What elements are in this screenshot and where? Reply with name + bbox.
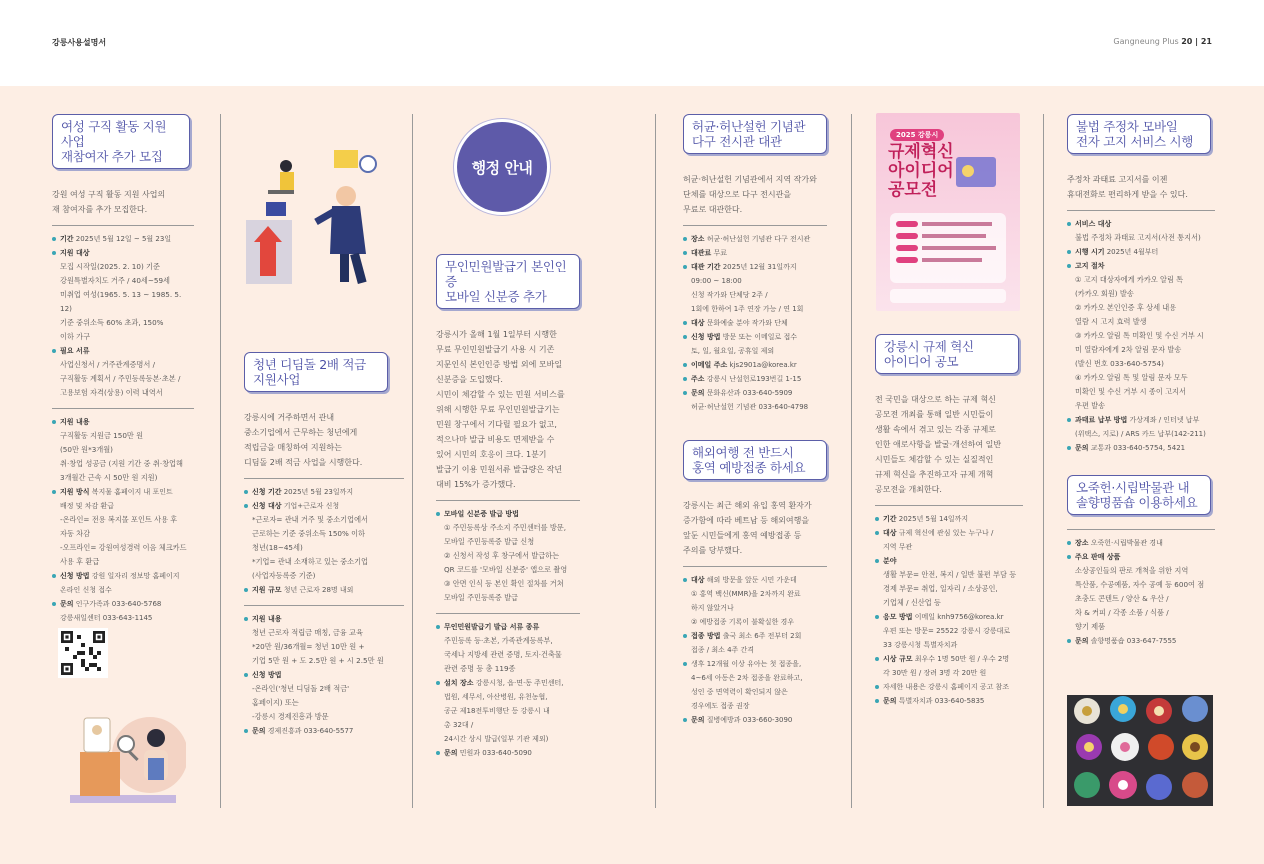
item-label: 설치 장소 xyxy=(444,679,474,687)
list-item xyxy=(52,485,194,513)
article-intro: 전 국민을 대상으로 하는 규제 혁신 공모전 개최를 통해 일반 시민들이 생활 속에서 겪고 있는 각종 규제로 인한 애로사항을 발굴·개선하여 일반 시민들도 체감할 수 있는 실질적인 규제 혁신을 추진하고자 규제 개혁 공모전을 개최한다. xyxy=(875,395,1002,494)
list-item xyxy=(436,746,580,760)
divider xyxy=(655,114,656,808)
divider xyxy=(244,605,404,606)
section-title: 강릉사용설명서 xyxy=(52,38,107,47)
list-item xyxy=(436,507,580,521)
item-text: 허균·허난설헌 기념관 다구 전시관 xyxy=(704,235,811,243)
item-label: 지원 대상 xyxy=(60,249,90,257)
article-intro: 강릉시가 올해 1월 1일부터 시행한 무료 무인민원발급기 사용 시 기존 지문인식 본인인증 방법 외에 모바일 신분증을 도입했다. 시민이 체감할 수 있는 민원 서비스를 위해 시행한 무료 무인민원발급기는 민원 창구에서 기다릴 필요가 없고, 적으나마 발급 비용도 면제받을 수 있어 시민의 호응이 크다. 1분기 발급기 이용 민원서류 발급량은 작년 대비 15%가 증가했다. xyxy=(436,330,565,489)
list-item xyxy=(875,652,1023,680)
qr-code[interactable] xyxy=(58,628,108,678)
item-text: -온라인('청년 디딤돌 2배 적금' 홈페이지) 또는 -강릉시 경제진흥과 방문 xyxy=(252,684,350,721)
item-text: 규제 혁신에 관심 있는 누구나 / 지역 무관 xyxy=(883,529,994,551)
divider xyxy=(220,114,221,808)
list-item xyxy=(683,232,827,246)
item-text: 주민등록 등·초본, 가족관계등록부, 국세나 지방세 관련 증명, 토지·건축물 관련 증명 등 총 119종 xyxy=(444,636,562,673)
item-label: 과태료 납부 방법 xyxy=(1075,416,1128,424)
item-text: kjs2901a@korea.kr xyxy=(727,361,797,369)
list-item xyxy=(875,526,1023,554)
item-label: 문의 xyxy=(883,697,897,705)
article-title: 청년 디딤돌 2배 적금 지원사업 xyxy=(244,352,388,392)
item-text: 강원 일자리 정보망 홈페이지 온라인 신청 접수 xyxy=(60,572,180,594)
article-women-job xyxy=(52,114,194,625)
list-item xyxy=(1067,536,1215,550)
item-label: 신청 기간 xyxy=(252,488,282,496)
list-item xyxy=(52,569,194,597)
item-text: 이메일 knh9756@korea.kr 우편 또는 방문= 25522 강릉시 강릉대로 33 강릉시청 특별자치과 xyxy=(883,613,1011,649)
list-item xyxy=(683,573,827,629)
divider xyxy=(412,114,413,808)
list-item xyxy=(683,372,827,386)
list-item xyxy=(1067,564,1215,634)
divider xyxy=(244,478,404,479)
list-item xyxy=(52,260,194,344)
list-item xyxy=(683,260,827,316)
item-text: 2025년 5월 12일 ~ 5월 23일 xyxy=(73,235,172,243)
article-heogyun-hall xyxy=(683,114,827,727)
list-item xyxy=(875,610,1023,652)
item-text: 문화유산과 033-640-5909 허균·허난설헌 기념관 033-640-4798 xyxy=(691,389,809,411)
list-item xyxy=(244,668,404,682)
item-text: 불법 주정차 과태료 고지서(사전 통지서) xyxy=(1075,233,1201,242)
poster-title: 규제혁신 아이디어 공모전 xyxy=(888,142,954,200)
item-label: 대상 xyxy=(691,576,705,584)
article-youth-savings xyxy=(244,352,404,738)
item-text: 질병예방과 033-660-3090 xyxy=(704,716,793,724)
divider xyxy=(436,500,580,501)
poster-tag: 2025 강릉시 xyxy=(890,129,944,141)
list-item xyxy=(52,597,194,625)
list-item xyxy=(52,358,194,400)
list-item xyxy=(875,568,1023,610)
list-item xyxy=(683,358,827,372)
list-item xyxy=(52,344,194,358)
item-text: ① 고지 대상자에게 카카오 알림 톡 (카카오 회원) 발송 ② 카카오 본인인증 후 상세 내용 열람 시 고지 효력 발생 ③ 카카오 알림 톡 미확인 및 수신 거부 시 미 열람자에게 2차 알림 문자 발송 (발신 번호 033-640-5754) ④ 카카오 알림 톡 및 알림 문자 모두 미확인 및 수신 거부 시 종이 고지서 우편 발송 xyxy=(1075,275,1204,410)
list-item xyxy=(52,415,194,429)
item-text: 오죽헌·시립박물관 경내 xyxy=(1088,539,1163,547)
list-item xyxy=(52,513,194,569)
item-label: 문의 xyxy=(691,389,705,397)
contest-poster xyxy=(876,113,1020,311)
divider xyxy=(683,225,827,226)
item-label: 문의 xyxy=(1075,444,1089,452)
article-title: 여성 구직 활동 지원 사업 재참여자 추가 모집 xyxy=(52,114,190,169)
item-label: 기간 xyxy=(883,515,897,523)
item-label: 지원 규모 xyxy=(252,586,282,594)
article-title: 허균·허난설헌 기념관 다구 전시관 대관 xyxy=(683,114,827,154)
item-label: 지원 내용 xyxy=(252,615,282,623)
item-text: 2025년 4월부터 xyxy=(1104,248,1159,256)
item-label: 분야 xyxy=(883,557,897,565)
list-item xyxy=(244,724,404,738)
page-number: Gangneung Plus 20 | 21 xyxy=(1113,37,1212,46)
item-text: 2025년 5월 14일까지 xyxy=(896,515,969,523)
item-text: 2025년 5월 23일까지 xyxy=(281,488,354,496)
item-text: 방문 또는 이메일로 접수 토, 일, 월요일, 공휴일 제외 xyxy=(691,333,798,355)
item-label: 신청 대상 xyxy=(252,502,282,510)
item-label: 모바일 신분증 발급 방법 xyxy=(444,510,519,518)
list-item xyxy=(683,386,827,414)
list-item xyxy=(244,513,404,583)
item-label: 접종 방법 xyxy=(691,632,721,640)
divider xyxy=(436,613,580,614)
item-text: 솔향명품숍 033-647-7555 xyxy=(1088,637,1177,645)
article-intro: 허균·허난설헌 기념관에서 지역 작가와 단체를 대상으로 다구 전시관을 무료로 대관한다. xyxy=(683,175,817,214)
item-text: 해외 방문을 앞둔 시민 가운데 ① 홍역 백신(MMR)을 2차까지 완료 하지 않았거나 ② 예방접종 기록이 불확실한 경우 xyxy=(691,576,801,626)
item-label: 문의 xyxy=(252,727,266,735)
item-text: 자세한 내용은 강릉시 홈페이지 공고 참조 xyxy=(883,683,1010,691)
list-item xyxy=(875,680,1023,694)
item-label: 문의 xyxy=(691,716,705,724)
item-text: 민원과 033-640-5090 xyxy=(457,749,532,757)
item-label: 서비스 대상 xyxy=(1075,220,1112,228)
item-label: 문의 xyxy=(444,749,458,757)
article-kiosk xyxy=(436,254,580,760)
divider xyxy=(1067,529,1215,530)
article-title: 불법 주정차 모바일 전자 고지 서비스 시행 xyxy=(1067,114,1211,154)
item-label: 시상 규모 xyxy=(883,655,913,663)
illustration-businessman xyxy=(240,146,400,296)
item-text: 무료 xyxy=(711,249,728,257)
article-regulation-contest xyxy=(875,334,1023,708)
item-text: 기업+근로자 신청 xyxy=(281,502,340,510)
list-item xyxy=(683,246,827,260)
item-label: 대관료 xyxy=(691,249,712,257)
item-text: 강릉시청, 읍·면·동 주민센터, 법원, 세무서, 아산병원, 유천농협, 공군 제18전투비행단 등 강릉시 내 총 32대 / 24시간 상시 발급(일부 기관 제외) xyxy=(444,679,564,743)
item-text: 복지물 홈페이지 내 포인트 배정 및 차감 환급 xyxy=(60,488,173,510)
list-item xyxy=(1067,217,1215,231)
list-item xyxy=(52,232,194,246)
list-item xyxy=(244,612,404,626)
list-item xyxy=(875,554,1023,568)
article-title: 강릉시 규제 혁신 아이디어 공모 xyxy=(875,334,1019,374)
item-label: 시행 시기 xyxy=(1075,248,1105,256)
list-item xyxy=(875,512,1023,526)
item-label: 장소 xyxy=(1075,539,1089,547)
item-text: 경제진흥과 033-640-5577 xyxy=(265,727,354,735)
item-text: 최우수 1명 50만 원 / 우수 2명 각 30만 원 / 장려 3명 각 20만 원 xyxy=(883,655,1010,677)
article-title-shop: 오죽헌·시립박물관 내 솔향명품숍 이용하세요 xyxy=(1067,475,1211,515)
item-text: -온라인= 전용 복지몰 포인트 사용 후 자동 차감 -오프라인= 강원여성경력 이음 체크카드 사용 후 환급 xyxy=(60,515,187,566)
list-item xyxy=(683,316,827,330)
item-text: 문화예술 분야 작가와 단체 xyxy=(704,319,788,327)
item-label: 신청 방법 xyxy=(252,671,282,679)
divider xyxy=(851,114,852,808)
illustration-office-woman xyxy=(70,710,186,804)
item-label: 주요 판매 상품 xyxy=(1075,553,1121,561)
item-label: 이메일 주소 xyxy=(691,361,728,369)
item-text: 생후 12개월 이상 유아는 첫 접종을, 4~6세 아동은 2차 접종을 완료하고, 성인 중 면역력이 확인되지 않은 경우에도 접종 권장 xyxy=(691,660,803,710)
list-item xyxy=(1067,259,1215,273)
divider xyxy=(683,566,827,567)
list-item xyxy=(875,694,1023,708)
item-label: 주소 xyxy=(691,375,705,383)
item-text: 가상계좌 / 인터넷 납부 (위택스, 지로) / ARS 카드 납부(142-211) xyxy=(1075,416,1206,438)
list-item xyxy=(52,246,194,260)
divider xyxy=(1043,114,1044,808)
divider xyxy=(875,505,1023,506)
article-intro: 강원 여성 구직 활동 지원 사업의 재 참여자를 추가 모집한다. xyxy=(52,190,166,214)
list-item xyxy=(1067,550,1215,564)
item-text: 모집 시작일(2025. 2. 10) 기준 강원특별자치도 거주 / 40세~59세 미취업 여성(1965. 5. 13 ~ 1985. 5. 12) 기준 중위소득 60% 초과, 150% 이하 가구 xyxy=(60,262,182,341)
list-item xyxy=(1067,273,1215,413)
list-item xyxy=(436,521,580,605)
item-label: 신청 방법 xyxy=(60,572,90,580)
item-text: ① 주민등록상 주소지 주민센터를 방문, 모바일 주민등록증 발급 신청 ② 신청서 작성 후 창구에서 발급하는 QR 코드를 '모바일 신분증' 앱으로 촬영 ③ 안면 인식 등 본인 확인 절차를 거쳐 모바일 주민등록증 발급 xyxy=(444,523,568,602)
list-item xyxy=(244,485,404,499)
item-label: 문의 xyxy=(60,600,74,608)
divider xyxy=(52,408,194,409)
item-text: 강릉시 난설헌로193번길 1-15 xyxy=(704,375,802,383)
item-label: 고지 절차 xyxy=(1075,262,1105,270)
list-item xyxy=(683,629,827,657)
list-item xyxy=(244,626,404,668)
article-title-measles: 해외여행 전 반드시 홍역 예방접종 하세요 xyxy=(683,440,827,480)
item-text: 교통과 033-640-5754, 5421 xyxy=(1088,444,1186,452)
divider xyxy=(1067,210,1215,211)
item-text: 소상공인들의 판로 개척을 위한 지역 특산품, 수공예품, 자수 공예 등 600여 점 초충도 콘텐트 / 양산 & 우산 / 차 & 커피 / 각종 소품 / 식품 / 향기 제품 xyxy=(1075,566,1205,631)
item-label: 문의 xyxy=(1075,637,1089,645)
item-text: 청년 근로자 28명 내외 xyxy=(281,586,354,594)
divider xyxy=(52,225,194,226)
list-item xyxy=(436,676,580,746)
item-text: 출국 최소 6주 전부터 2회 접종 / 최소 4주 간격 xyxy=(691,632,802,654)
list-item xyxy=(683,657,827,713)
item-text: *근로자= 관내 거주 및 중소기업에서 근로하는 기준 중위소득 150% 이하 청년(18~45세) *기업= 관내 소재하고 있는 중소기업 (사업자등록증 기준) xyxy=(252,515,368,580)
list-item xyxy=(244,682,404,724)
list-item xyxy=(436,620,580,634)
item-text: 2025년 12월 31일까지 09:00 ~ 18:00 신청 작가와 단체당 2주 / 1회에 한하여 1주 연장 가능 / 연 1회 xyxy=(691,263,804,313)
article-parking-notice xyxy=(1067,114,1215,648)
article-intro-measles: 강릉시는 최근 해외 유입 홍역 환자가 증가함에 따라 베트남 등 해외여행을 앞둔 시민들에게 홍역 예방접종 등 주의를 당부했다. xyxy=(683,501,812,555)
item-text: 인구가족과 033-640-5768 강릉새일센터 033-643-1145 xyxy=(60,600,162,622)
item-label: 지원 방식 xyxy=(60,488,90,496)
list-item xyxy=(244,499,404,513)
list-item xyxy=(1067,245,1215,259)
list-item xyxy=(436,634,580,676)
item-label: 응모 방법 xyxy=(883,613,913,621)
item-label: 장소 xyxy=(691,235,705,243)
item-text: 청년 근로자 적립금 매칭, 금융 교육 *20만 원/36개월= 청년 10만 원 + 기업 5만 원 + 도 2.5만 원 + 시 2.5만 원 xyxy=(252,628,384,665)
article-title: 무인민원발급기 본인인증 모바일 신분증 추가 xyxy=(436,254,580,309)
top-bar xyxy=(0,0,1264,86)
list-item xyxy=(52,429,194,485)
list-item xyxy=(1067,634,1215,648)
list-item xyxy=(1067,231,1215,245)
item-text: 구직활동 지원금 150만 원 (50만 원*3개월) 취·창업 성공금 (지원 기간 중 취·창업해 3개월간 근속 시 50만 원 지원) xyxy=(60,431,183,482)
item-text: 특별자치과 033-640-5835 xyxy=(896,697,985,705)
item-label: 대상 xyxy=(691,319,705,327)
item-label: 무인민원발급기 발급 서류 종류 xyxy=(444,623,540,631)
item-text: 사업신청서 / 거주관계증명서 / 구직활동 계획서 / 주민등록등본·초본 / 고용보험 자격(상용) 이력 내역서 xyxy=(60,360,181,397)
item-label: 지원 내용 xyxy=(60,418,90,426)
list-item xyxy=(1067,413,1215,441)
list-item xyxy=(1067,441,1215,455)
list-item xyxy=(244,583,404,597)
item-label: 신청 방법 xyxy=(691,333,721,341)
item-label: 필요 서류 xyxy=(60,347,90,355)
article-intro: 주정차 과태료 고지서를 이젠 휴대전화로 편리하게 받을 수 있다. xyxy=(1067,175,1188,199)
item-label: 대상 xyxy=(883,529,897,537)
article-intro: 강릉시에 거주하면서 관내 중소기업에서 근무하는 청년에게 적립금을 매칭하여 지원하는 디딤돌 2배 적금 사업을 시행한다. xyxy=(244,413,363,467)
item-label: 대관 기간 xyxy=(691,263,721,271)
list-item xyxy=(683,713,827,727)
item-label: 기간 xyxy=(60,235,74,243)
list-item xyxy=(683,330,827,358)
craft-products-photo xyxy=(1067,695,1213,806)
item-text: 생활 부문= 안전, 복지 / 일반 불편 부담 등 경제 부문= 취업, 일자리 / 소상공인, 기업체 / 신산업 등 xyxy=(883,570,1017,607)
section-badge: 행정 안내 xyxy=(457,122,547,212)
